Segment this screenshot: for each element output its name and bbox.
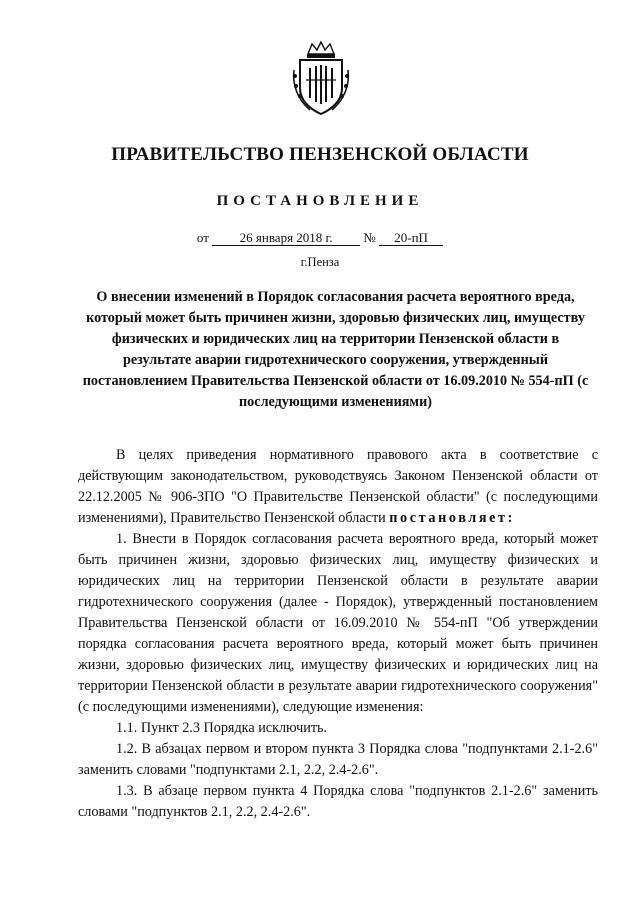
date-number-line: [0, 230, 640, 246]
document-number: 20-пП: [379, 231, 443, 246]
paragraph-1-2: 1.2. В абзацах первом и втором пункта 3 Порядка слова "подпунктами 2.1-2.6" заменить словами "подпунктами 2.1, 2.2, 2.4-2.6".: [78, 741, 598, 778]
document-type: ПОСТАНОВЛЕНИЕ: [216, 193, 424, 209]
penza-region-coat-of-arms-icon: [290, 40, 352, 116]
paragraph-1: 1. Внести в Порядок согласования расчета вероятного вреда, который может быть причинен жизни, здоровью физических лиц, имуществу физических и юридических лиц на территории Пензенской области в результате аварии гидротехнического сооружения (далее - Порядок), утвержденный постановлением Правительства Пензенской области от 16.09.2010 № 554-пП "Об утверждении порядка согласования расчета вероятного вреда, который может быть причинен жизни, здоровью физических лиц, имуществу физических и юридических лиц на территории Пензенской области в результате аварии гидротехнического сооружения" (с последующими изменениями), следующие изменения:: [78, 531, 598, 715]
document-date: 26 января 2018 г.: [212, 231, 360, 246]
date-prefix: от: [196, 230, 209, 245]
paragraph-1-1: 1.1. Пункт 2.3 Порядка исключить.: [116, 720, 328, 736]
intro-paragraph: [78, 445, 598, 529]
government-name: ПРАВИТЕЛЬСТВО ПЕНЗЕНСКОЙ ОБЛАСТИ: [111, 144, 529, 165]
document-body: [78, 445, 598, 823]
number-sign: №: [363, 230, 376, 245]
resolves-word: постановляет:: [389, 510, 515, 526]
paragraph-1-3: 1.3. В абзаце первом пункта 4 Порядка слова "подпунктов 2.1-2.6" заменить словами "подпунктов 2.1, 2.2, 2.4-2.6".: [78, 783, 598, 820]
city: г.Пенза: [300, 255, 340, 269]
intro-text: В целях приведения нормативного правового акта в соответствие с действующим законодательством, руководствуясь Законом Пензенской области от 22.12.2005 № 906-ЗПО "О Правительстве Пензенской области" (с последующими изменениями), Правительство Пензенской области: [78, 447, 598, 526]
document-heading: О внесении изменений в Порядок согласования расчета вероятного вреда, который может быть причинен жизни, здоровью физических лиц, имуществу физических и юридических лиц на территории Пензенской области в результате аварии гидротехнического сооружения, утвержденный постановлением Правительства Пензенской области от 16.09.2010 № 554-пП (с последующими изменениями): [82, 289, 589, 410]
